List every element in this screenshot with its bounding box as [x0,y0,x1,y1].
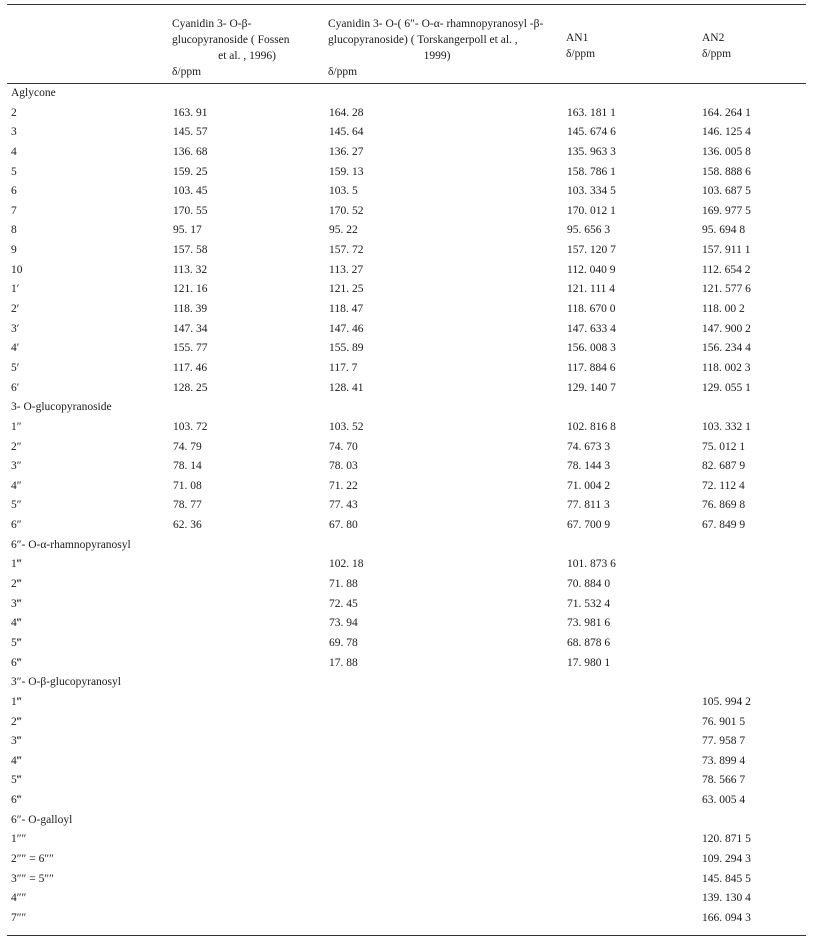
value-col2: 103. 5 [329,185,358,198]
value-col3: 129. 140 7 [567,381,616,394]
value-col3: 71. 532 4 [567,597,611,610]
section-header-row [0,536,819,556]
value-col3: 78. 144 3 [567,460,611,473]
value-col3: 70. 884 0 [567,578,611,591]
table-row [0,418,819,438]
value-col4: 136. 005 8 [702,145,751,158]
value-col4: 105. 994 2 [702,695,751,708]
row-label: 7″″ [11,911,27,924]
value-col2: 164. 28 [329,106,364,119]
row-label: 5‴ [11,774,22,787]
section-header-row [0,84,819,104]
value-col2: 170. 52 [329,204,364,217]
value-col1: 170. 55 [173,204,208,217]
table-row [0,752,819,772]
value-col2: 118. 47 [329,303,364,316]
table-row [0,732,819,752]
row-label: 1‴ [11,695,22,708]
table-row [0,261,819,281]
header-col3 [566,30,646,62]
value-col2: 102. 18 [329,558,364,571]
value-col4: 169. 977 5 [702,204,751,217]
value-col3: 157. 120 7 [567,244,616,257]
row-label: 3′ [11,322,20,335]
row-label: 1″ [11,420,22,433]
header-col2-line1: Cyanidin 3- O-( 6″- O-α- rhamnopyranosyl -β- [328,18,544,30]
header-col4 [702,30,782,62]
value-col2: 73. 94 [329,617,358,630]
value-col1: 78. 77 [173,499,202,512]
table-row [0,143,819,163]
value-col2: 69. 78 [329,636,358,649]
table-row [0,379,819,399]
value-col2: 95. 22 [329,224,358,237]
header-col1 [172,16,322,80]
table-row [0,163,819,183]
table-row [0,123,819,143]
row-label: 4 [11,145,17,158]
value-col2: 113. 27 [329,263,364,276]
value-col4: 103. 687 5 [702,185,751,198]
table-row [0,221,819,241]
value-col4: 82. 687 9 [702,460,746,473]
value-col1: 121. 16 [173,283,208,296]
value-col2: 77. 43 [329,499,358,512]
value-col3: 77. 811 3 [567,499,610,512]
table-row [0,516,819,536]
row-label: 7 [11,204,17,217]
value-col1: 159. 25 [173,165,208,178]
value-col4: 139. 130 4 [702,892,751,905]
table-row [0,575,819,595]
value-col4: 109. 294 3 [702,852,751,865]
table-row [0,202,819,222]
table-row [0,693,819,713]
value-col1: 128. 25 [173,381,208,394]
value-col2: 136. 27 [329,145,364,158]
top-rule [7,4,806,5]
header-col4-unit: δ/ppm [702,48,732,60]
value-col1: 95. 17 [173,224,202,237]
value-col3: 67. 700 9 [567,519,611,532]
value-col4: 76. 901 5 [702,715,746,728]
header-col4-line1: AN2 [702,32,725,44]
table-row [0,438,819,458]
table-row [0,182,819,202]
table-row [0,791,819,811]
table-row [0,713,819,733]
value-col2: 157. 72 [329,244,364,257]
value-col1: 74. 79 [173,440,202,453]
value-col1: 157. 58 [173,244,208,257]
table-row [0,830,819,850]
row-label: 6‴ [11,656,22,669]
row-label: 6″ [11,519,22,532]
value-col3: 147. 633 4 [567,322,616,335]
row-label: 2 [11,106,17,119]
value-col3: 112. 040 9 [567,263,616,276]
value-col3: 17. 980 1 [567,656,611,669]
table-row [0,104,819,124]
row-label: 4‴ [11,617,22,630]
value-col1: 145. 57 [173,126,208,139]
value-col3: 170. 012 1 [567,204,616,217]
row-label: 5″ [11,499,22,512]
value-col3: 145. 674 6 [567,126,616,139]
value-col4: 95. 694 8 [702,224,746,237]
value-col4: 166. 094 3 [702,911,751,924]
row-label: 3″ [11,460,22,473]
value-col2: 147. 46 [329,322,364,335]
section-header-row [0,811,819,831]
table-body [0,84,819,929]
table-row [0,477,819,497]
value-col1: 163. 91 [173,106,208,119]
row-label: 8 [11,224,17,237]
row-label: 3‴ [11,597,22,610]
row-label: 6′ [11,381,20,394]
header-col1-line2: glucopyranoside ( Fossen [172,34,290,46]
value-col2: 74. 70 [329,440,358,453]
value-col4: 120. 871 5 [702,833,751,846]
header-col1-line3: et al. , 1996) [218,50,276,62]
value-col4: 156. 234 4 [702,342,751,355]
value-col4: 77. 958 7 [702,735,746,748]
value-col2: 159. 13 [329,165,364,178]
row-label: 4″ [11,479,22,492]
value-col2: 117. 7 [329,361,358,374]
value-col3: 102. 816 8 [567,420,616,433]
bottom-rule [7,935,806,936]
value-col4: 103. 332 1 [702,420,751,433]
value-col3: 117. 884 6 [567,361,616,374]
value-col3: 158. 786 1 [567,165,616,178]
header-col3-unit: δ/ppm [566,48,596,60]
row-label: 3 [11,126,17,139]
row-label: 1′ [11,283,20,296]
value-col4: 145. 845 5 [702,872,751,885]
value-col3: 95. 656 3 [567,224,611,237]
row-label: Aglycone [11,87,56,99]
value-col1: 155. 77 [173,342,208,355]
row-label: 2‴ [11,578,22,591]
value-col2: 128. 41 [329,381,364,394]
value-col1: 103. 72 [173,420,208,433]
value-col4: 67. 849 9 [702,519,746,532]
row-label: 6‴ [11,794,22,807]
table-row [0,280,819,300]
table-row [0,850,819,870]
value-col4: 118. 00 2 [702,303,745,316]
value-col3: 135. 963 3 [567,145,616,158]
value-col3: 73. 981 6 [567,617,611,630]
value-col1: 136. 68 [173,145,208,158]
header-col2 [328,16,546,80]
value-col1: 147. 34 [173,322,208,335]
value-col4: 147. 900 2 [702,322,751,335]
header-col2-line3: 1999) [423,50,451,62]
row-label: 6″- O-α-rhamnopyranosyl [11,538,131,551]
value-col2: 121. 25 [329,283,364,296]
row-label: 1‴ [11,558,22,571]
table-row [0,320,819,340]
value-col2: 145. 64 [329,126,364,139]
row-label: 6 [11,185,17,198]
value-col4: 78. 566 7 [702,774,746,787]
value-col3: 68. 878 6 [567,636,611,649]
table-row [0,614,819,634]
row-label: 1″″ [11,833,27,846]
value-col2: 155. 89 [329,342,364,355]
table-row [0,241,819,261]
value-col1: 117. 46 [173,361,208,374]
row-label: 5 [11,165,17,178]
value-col1: 103. 45 [173,185,208,198]
value-col3: 103. 334 5 [567,185,616,198]
table-row [0,300,819,320]
header-col2-line2: glucopyranoside) ( Torskangerpoll et al. , [328,34,518,46]
table-row [0,889,819,909]
value-col4: 164. 264 1 [702,106,751,119]
value-col2: 78. 03 [329,460,358,473]
value-col4: 63. 005 4 [702,794,746,807]
value-col4: 157. 911 1 [702,244,751,257]
value-col3: 118. 670 0 [567,303,616,316]
value-col2: 67. 80 [329,519,358,532]
table-row [0,339,819,359]
table-row [0,634,819,654]
value-col4: 75. 012 1 [702,440,746,453]
header-col1-unit: δ/ppm [172,66,202,78]
value-col4: 118. 002 3 [702,361,751,374]
value-col1: 71. 08 [173,479,202,492]
value-col4: 129. 055 1 [702,381,751,394]
row-label: 2″″ = 6″″ [11,852,54,865]
table-row [0,909,819,929]
row-label: 3″- O-β-glucopyranosyl [11,676,121,689]
row-label: 3″″ = 5″″ [11,872,54,885]
value-col2: 103. 52 [329,420,364,433]
table-row [0,595,819,615]
header-col1-line1: Cyanidin 3- O-β- [172,18,252,30]
row-label: 6″- O-galloyl [11,813,73,826]
value-col3: 101. 873 6 [567,558,616,571]
header-col2-unit: δ/ppm [328,66,358,78]
section-header-row [0,673,819,693]
value-col1: 62. 36 [173,519,202,532]
row-label: 4‴ [11,754,22,767]
value-col1: 118. 39 [173,303,208,316]
value-col3: 156. 008 3 [567,342,616,355]
row-label: 2‴ [11,715,22,728]
row-label: 2″ [11,440,22,453]
value-col4: 158. 888 6 [702,165,751,178]
value-col3: 121. 111 4 [567,283,616,296]
section-header-row [0,398,819,418]
value-col1: 113. 32 [173,263,208,276]
value-col4: 73. 899 4 [702,754,746,767]
row-label: 3- O-glucopyranoside [11,401,112,414]
value-col2: 71. 22 [329,479,358,492]
row-label: 10 [11,263,23,276]
row-label: 4″″ [11,892,27,905]
table-row [0,771,819,791]
row-label: 3‴ [11,735,22,748]
value-col4: 76. 869 8 [702,499,746,512]
table-row [0,457,819,477]
table-row [0,359,819,379]
table-row [0,496,819,516]
table-row [0,555,819,575]
value-col2: 71. 88 [329,578,358,591]
value-col3: 74. 673 3 [567,440,611,453]
row-label: 2′ [11,303,20,316]
row-label: 9 [11,244,17,257]
row-label: 5‴ [11,636,22,649]
table-row [0,654,819,674]
value-col2: 17. 88 [329,656,358,669]
value-col4: 121. 577 6 [702,283,751,296]
value-col3: 163. 181 1 [567,106,616,119]
header-col3-line1: AN1 [566,32,589,44]
value-col1: 78. 14 [173,460,202,473]
value-col4: 72. 112 4 [702,479,745,492]
row-label: 5′ [11,361,20,374]
value-col4: 112. 654 2 [702,263,751,276]
value-col2: 72. 45 [329,597,358,610]
table-row [0,870,819,890]
value-col3: 71. 004 2 [567,479,611,492]
row-label: 4′ [11,342,20,355]
value-col4: 146. 125 4 [702,126,751,139]
